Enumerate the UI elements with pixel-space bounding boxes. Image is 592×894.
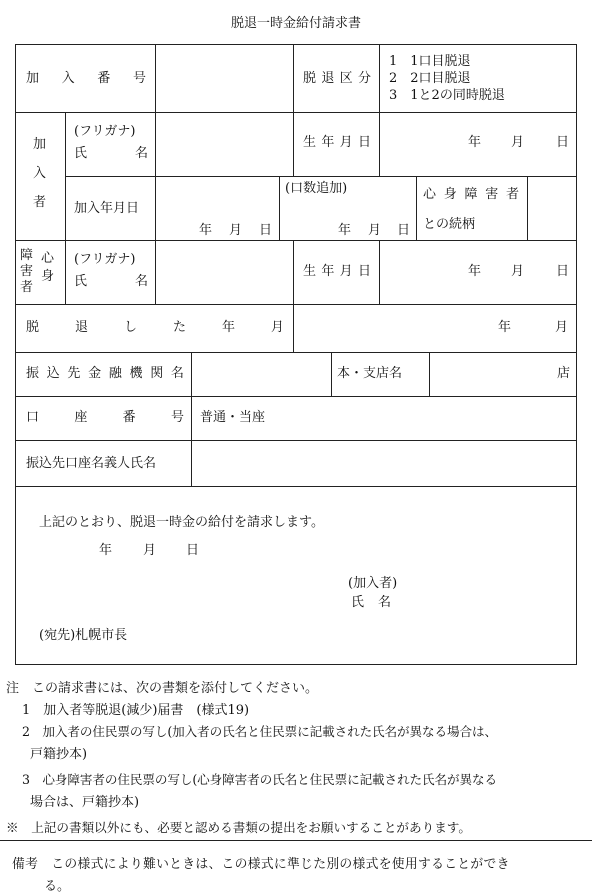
furigana-label: (フリガナ) bbox=[74, 252, 136, 267]
shinshin-char: 身 bbox=[41, 269, 55, 284]
year-label: 年 bbox=[199, 223, 213, 238]
shogaisha-char: 障 bbox=[20, 248, 34, 263]
col-divider bbox=[331, 352, 332, 396]
atesaki-label: (宛先)札幌市長 bbox=[39, 628, 128, 643]
furigana-label: (フリガナ) bbox=[74, 124, 136, 139]
month-label: 月 bbox=[511, 135, 525, 150]
shogaisha-name-field[interactable] bbox=[163, 250, 287, 294]
zokugara-label: との続柄 bbox=[423, 217, 476, 232]
col-divider bbox=[379, 112, 380, 176]
col-divider bbox=[416, 176, 417, 240]
honshiten-label: 本・支店名 bbox=[337, 366, 403, 381]
shimei-label: 氏 名 bbox=[74, 146, 148, 161]
month-label: 月 bbox=[368, 223, 382, 238]
row-divider bbox=[16, 112, 576, 113]
col-divider bbox=[155, 45, 156, 112]
note-item-2: 2 加入者の住民票の写し(加入者の氏名と住民票に記載された氏名が異なる場合は、 bbox=[22, 724, 497, 739]
col-divider bbox=[293, 240, 294, 304]
day-label: 日 bbox=[556, 135, 570, 150]
seinengappi-label: 生 年 月 日 bbox=[303, 135, 371, 150]
shimei-label: 氏 名 bbox=[351, 595, 391, 610]
col-divider bbox=[429, 352, 430, 396]
month-label: 月 bbox=[143, 543, 157, 558]
dattai-kubun-label: 脱 退 区 分 bbox=[303, 71, 371, 86]
meigi-label: 振込先口座名義人氏名 bbox=[26, 456, 157, 471]
dattai-option-3[interactable]: 3 1と2の同時脱退 bbox=[389, 88, 505, 103]
kanyusha-char: 入 bbox=[33, 166, 47, 181]
koza-bango-label: 口 座 番 号 bbox=[26, 410, 184, 425]
note-item-2-cont: 戸籍抄本) bbox=[30, 747, 88, 762]
row-divider bbox=[16, 440, 576, 441]
col-divider bbox=[155, 112, 156, 304]
month-label: 月 bbox=[229, 223, 243, 238]
note-kome: ※ 上記の書類以外にも、必要と認める書類の提出をお願いすることがあります。 bbox=[6, 820, 471, 835]
kuchisu-tsuika-label: (口数追加) bbox=[285, 181, 348, 196]
seinengappi-label: 生 年 月 日 bbox=[303, 264, 371, 279]
biko-line-2: る。 bbox=[44, 879, 71, 894]
kanyu-bango-label: 加 入 番 号 bbox=[26, 71, 146, 86]
col-divider bbox=[379, 240, 380, 304]
request-form bbox=[15, 44, 577, 665]
col-divider bbox=[191, 352, 192, 486]
col-divider bbox=[379, 45, 380, 112]
statement-text: 上記のとおり、脱退一時金の給付を請求します。 bbox=[39, 515, 324, 530]
kanyu-bango-field[interactable] bbox=[163, 72, 287, 88]
shinshin-label: 心 身 障 害 者 bbox=[423, 187, 519, 202]
meigi-field[interactable] bbox=[199, 449, 569, 479]
col-divider bbox=[293, 304, 294, 352]
col-divider bbox=[293, 45, 294, 112]
note-item-3-cont: 場合は、戸籍抄本) bbox=[30, 795, 140, 810]
shogaisha-char: 者 bbox=[20, 280, 34, 295]
furikomi-kikan-label: 振 込 先 金 融 機 関 名 bbox=[26, 366, 184, 381]
bank-name-field[interactable] bbox=[199, 360, 325, 388]
note-head: 注 この請求書には、次の書類を添付してください。 bbox=[6, 681, 319, 696]
year-label: 年 bbox=[338, 223, 352, 238]
biko-line-1: 備考 この様式により難いときは、この様式に準じた別の様式を使用することができ bbox=[12, 857, 510, 872]
notes-divider bbox=[0, 840, 592, 841]
shogaisha-char: 害 bbox=[20, 264, 34, 279]
col-divider bbox=[293, 112, 294, 176]
month-label: 月 bbox=[511, 264, 525, 279]
year-label: 年 bbox=[468, 135, 482, 150]
day-label: 日 bbox=[259, 223, 273, 238]
koza-shubetsu[interactable]: 普通・当座 bbox=[200, 410, 266, 425]
dattai-nengetsu-label: 脱 退 し た 年 月 bbox=[26, 320, 284, 335]
year-label: 年 bbox=[468, 264, 482, 279]
shinshin-char: 心 bbox=[41, 251, 55, 266]
dattai-option-1[interactable]: 1 1口目脱退 bbox=[389, 54, 471, 69]
row-divider bbox=[16, 396, 576, 397]
row-divider bbox=[16, 240, 576, 241]
kanyusha-char: 加 bbox=[33, 137, 47, 152]
year-label: 年 bbox=[99, 543, 113, 558]
kanyusha-paren-label: (加入者) bbox=[348, 576, 398, 591]
col-divider bbox=[279, 176, 280, 240]
day-label: 日 bbox=[397, 223, 411, 238]
note-item-3: 3 心身障害者の住民票の写し(心身障害者の氏名と住民票に記載された氏名が異なる bbox=[22, 772, 497, 787]
day-label: 日 bbox=[186, 543, 200, 558]
shimei-label: 氏 名 bbox=[74, 274, 148, 289]
row-divider bbox=[65, 176, 576, 177]
form-title: 脱退一時金給付請求書 bbox=[230, 16, 361, 31]
ten-label: 店 bbox=[557, 366, 571, 381]
row-divider bbox=[16, 486, 576, 487]
row-divider bbox=[16, 352, 576, 353]
kanyu-nengappi-label: 加入年月日 bbox=[74, 201, 140, 216]
kanyusha-char: 者 bbox=[33, 195, 47, 210]
row-divider bbox=[16, 304, 576, 305]
kanyusha-name-field[interactable] bbox=[163, 125, 287, 165]
col-divider bbox=[527, 176, 528, 240]
col-divider bbox=[65, 112, 66, 304]
year-label: 年 bbox=[498, 320, 512, 335]
month-label: 月 bbox=[555, 320, 569, 335]
day-label: 日 bbox=[556, 264, 570, 279]
note-item-1: 1 加入者等脱退(減少)届書 (様式19) bbox=[22, 703, 250, 718]
dattai-option-2[interactable]: 2 2口目脱退 bbox=[389, 71, 471, 86]
